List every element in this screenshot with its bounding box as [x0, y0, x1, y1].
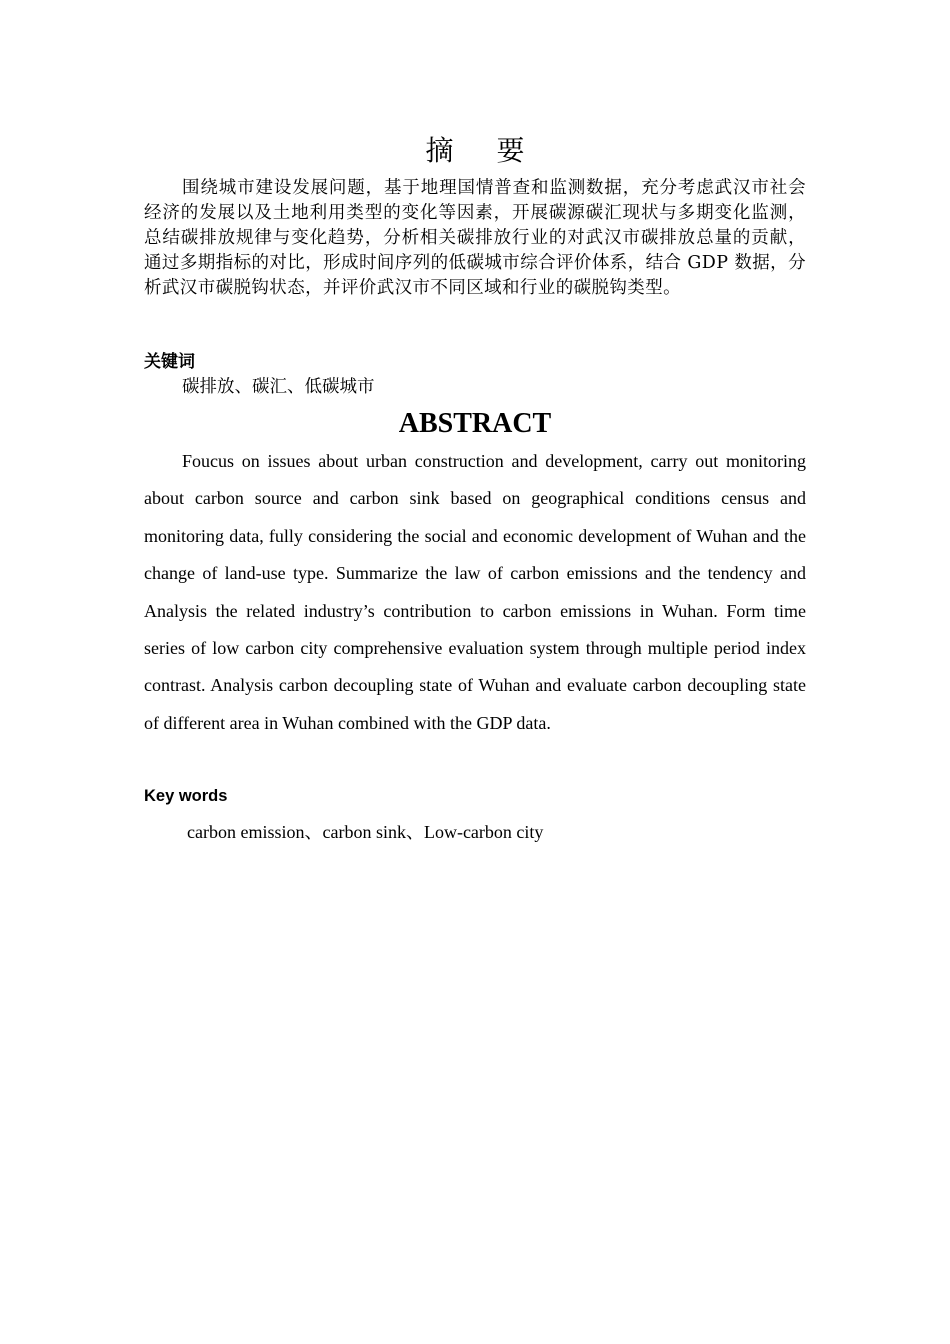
english-abstract-title: ABSTRACT [398, 408, 552, 439]
chinese-keywords-heading: 关键词 [144, 352, 195, 372]
chinese-abstract-title: 摘 要 [425, 136, 543, 167]
english-abstract-paragraph: Foucus on issues about urban construction and development, carry out monitoring about carbon source and carbon sink based on geographical conditions census and monitoring data, fully considering the social and economic development of Wuhan and the change of land-use type. Summarize the law of carbon emissions and the tendency and Analysis the related industry’s contribution to carbon emissions in Wuhan. Form time series of low carbon city comprehensive evaluation system through multiple period index contrast. Analysis carbon decoupling state of Wuhan and evaluate carbon decoupling state of different area in Wuhan combined with the GDP data. [144, 451, 806, 733]
chinese-keywords: 碳排放、碳汇、低碳城市 [182, 377, 375, 397]
english-keywords-heading: Key words [144, 787, 228, 805]
chinese-abstract-paragraph: 围绕城市建设发展问题，基于地理国情普查和监测数据，充分考虑武汉市社会经济的发展以及土地利用类型的变化等因素，开展碳源碳汇现状与多期变化监测，总结碳排放规律与变化趋势，分析相关碳排放行业的对武汉市碳排放总量的贡献，通过多期指标的对比，形成时间序列的低碳城市综合评价体系，结合 GDP 数据，分析武汉市碳脱钩状态，并评价武汉市不同区域和行业的碳脱钩类型。 [144, 178, 806, 298]
english-keywords: carbon emission、carbon sink、Low-carbon city [187, 822, 544, 842]
